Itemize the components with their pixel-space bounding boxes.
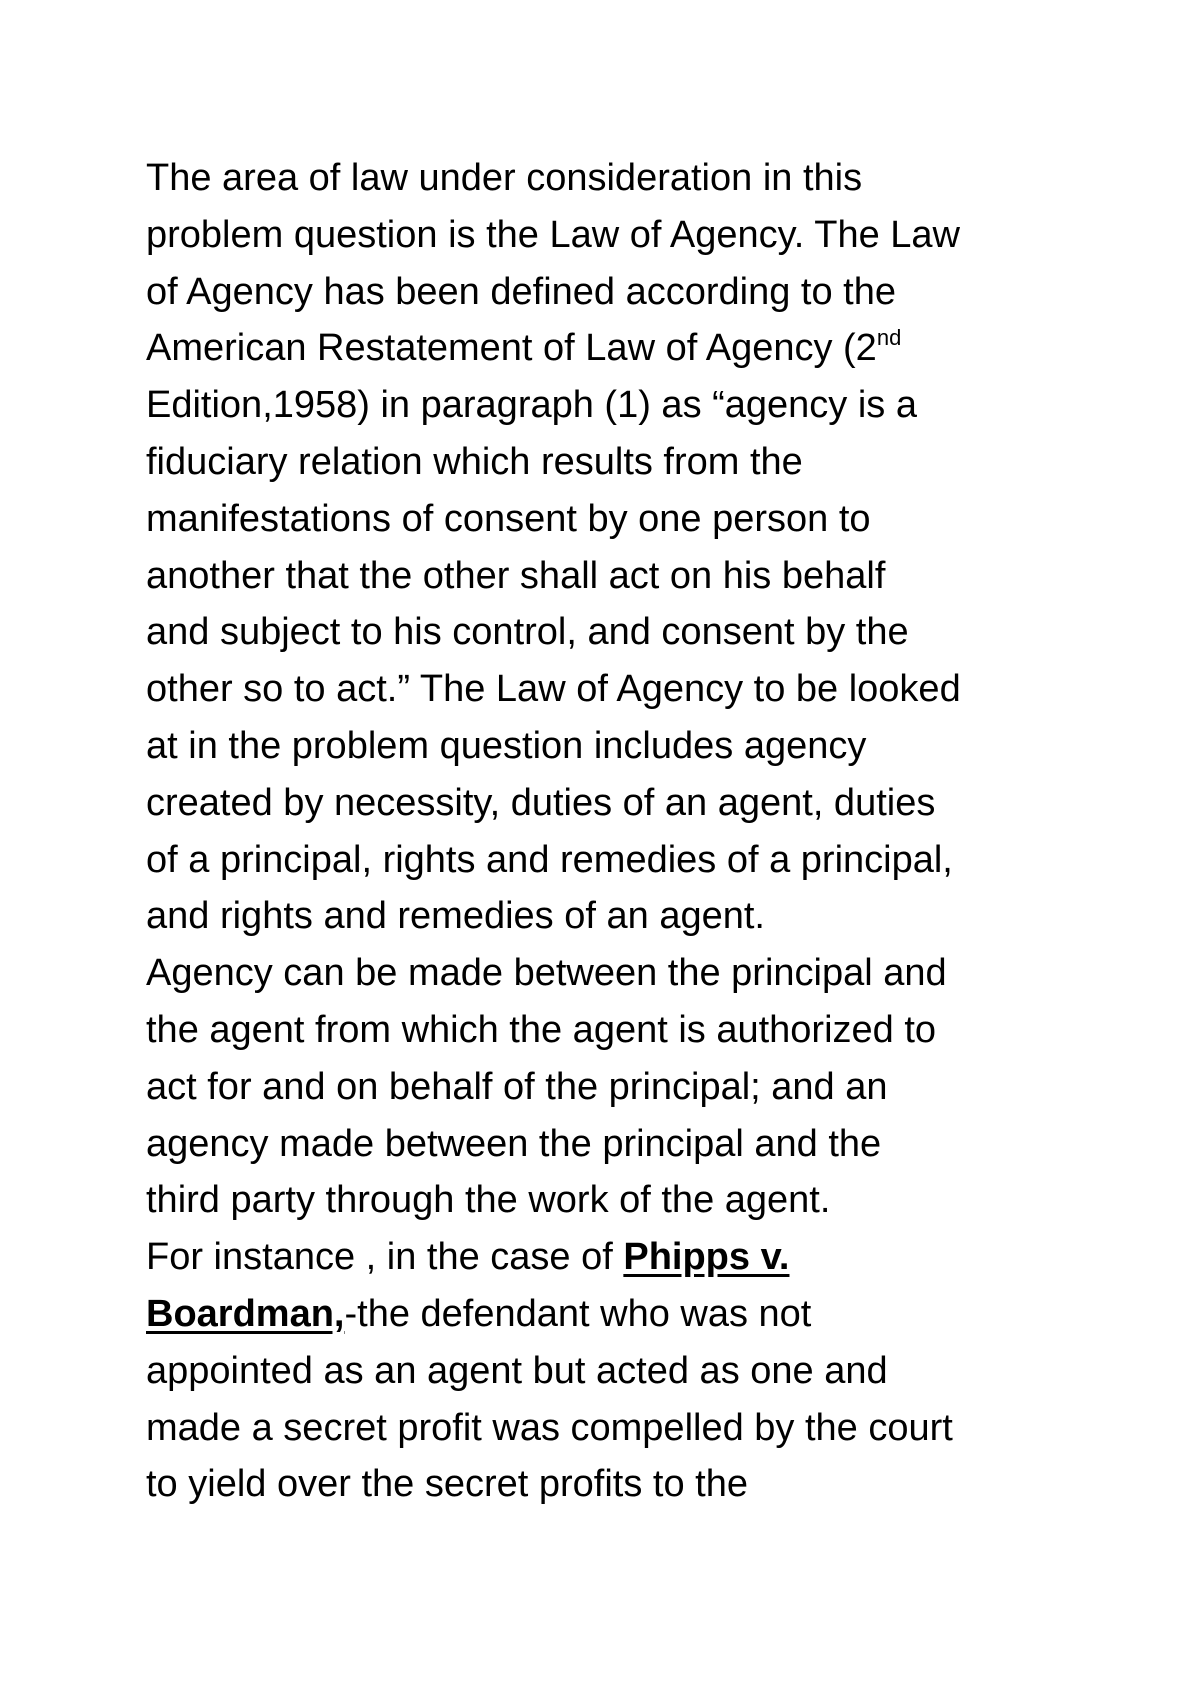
text-line: at in the problem question includes agency: [146, 724, 867, 767]
text-segment: For instance , in the case of: [146, 1236, 624, 1279]
text-segment: American Restatement of Law of Agency (2: [146, 327, 877, 370]
text-line: third party through the work of the agent.: [146, 1179, 831, 1222]
superscript: nd: [876, 325, 902, 351]
text-line: The area of law under consideration in this: [146, 157, 863, 199]
text-line: manifestations of consent by one person to: [146, 497, 871, 540]
text-line: Edition,1958) in paragraph (1) as “agency is a: [146, 384, 918, 427]
text-line: the agent from which the agent is authorized to: [146, 1008, 937, 1051]
text-line: another that the other shall act on his behalf: [146, 554, 886, 597]
text-line: other so to act.” The Law of Agency to be looked: [146, 668, 961, 711]
text-segment: -the defendant who was not: [344, 1292, 812, 1335]
text-line: and rights and remedies of an agent.: [146, 895, 765, 938]
text-line: act for and on behalf of the principal; and an: [146, 1065, 888, 1108]
text-line: and subject to his control, and consent by the: [146, 611, 909, 654]
text-line: of Agency has been defined according to the: [146, 270, 896, 313]
case-name: Phipps v.: [623, 1236, 790, 1279]
body-text: [146, 150, 1086, 1513]
text-line: made a secret profit was compelled by the court: [146, 1406, 953, 1449]
text-line: [146, 1229, 1086, 1286]
case-name: Boardman,: [146, 1292, 345, 1335]
text-line: appointed as an agent but acted as one and: [146, 1349, 888, 1392]
text-line: agency made between the principal and the: [146, 1122, 882, 1165]
text-line: Agency can be made between the principal and: [146, 952, 947, 995]
text-line: created by necessity, duties of an agent, duties: [146, 781, 936, 824]
text-line: of a principal, rights and remedies of a principal,: [146, 838, 953, 881]
text-line: problem question is the Law of Agency. The Law: [146, 213, 960, 256]
text-line: [146, 1286, 1086, 1343]
text-line: to yield over the secret profits to the: [146, 1463, 748, 1506]
text-line: [146, 320, 1086, 377]
text-line: fiduciary relation which results from the: [146, 440, 803, 483]
